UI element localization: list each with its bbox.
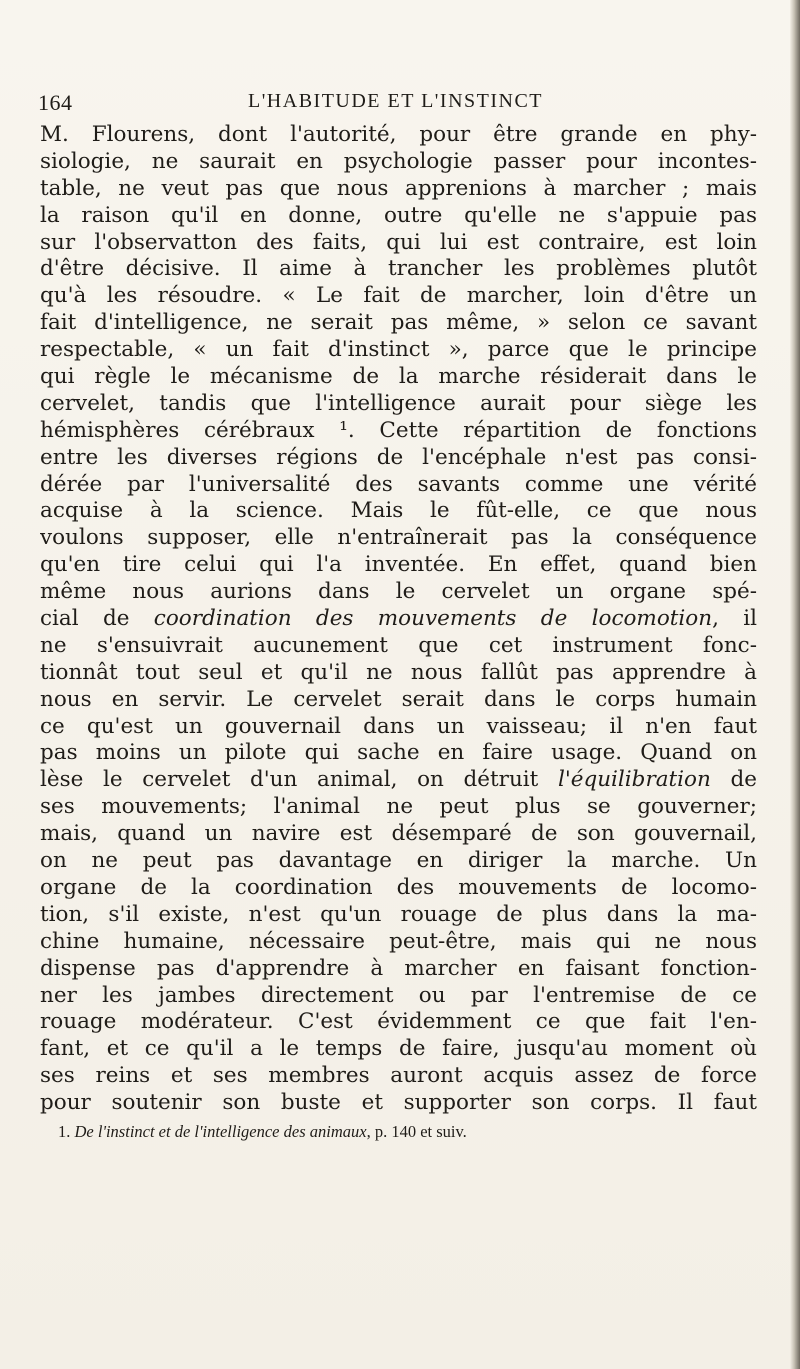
- footnote-rest: , p. 140 et suiv.: [366, 1122, 467, 1141]
- italic-phrase: l'équilibration: [557, 767, 711, 793]
- text-line: ses mouvements; l'animal ne peut plus se gouverner;: [40, 794, 757, 820]
- text-line: acquise à la science. Mais le fût-elle, ce que nous: [40, 498, 757, 524]
- text-line: ses reins et ses membres auront acquis assez de force: [40, 1063, 757, 1089]
- text-line: cial de coordination des mouvements de locomotion, il: [40, 606, 757, 632]
- text-line: qui règle le mécanisme de la marche résiderait dans le: [40, 364, 757, 390]
- text-line: M. Flourens, dont l'autorité, pour être grande en phy-: [40, 122, 757, 147]
- running-title: L'HABITUDE ET L'INSTINCT: [247, 90, 544, 112]
- text-line: rouage modérateur. C'est évidemment ce que fait l'en-: [40, 1009, 757, 1035]
- footnote: [58, 1121, 758, 1143]
- text-line: table, ne veut pas que nous apprenions à marcher ; mais: [40, 175, 757, 201]
- text-line: tionnât tout seul et qu'il ne nous fallût pas apprendre à: [40, 659, 757, 685]
- italic-phrase: coordination des mouvements de locomotion: [153, 606, 713, 632]
- page-edge-shadow: [790, 0, 800, 1369]
- text-line: hémisphères cérébraux ¹. Cette répartition de fonctions: [40, 417, 757, 443]
- text-line: cervelet, tandis que l'intelligence aurait pour siège les: [40, 390, 757, 416]
- text-line: sur l'observatton des faits, qui lui est contraire, est loin: [40, 229, 757, 255]
- text-line: organe de la coordination des mouvements de locomo-: [40, 874, 757, 900]
- text-line: lèse le cervelet d'un animal, on détruit l'équilibration de: [40, 767, 757, 793]
- text-line: même nous aurions dans le cervelet un organe spé-: [40, 579, 757, 605]
- text-line: voulons supposer, elle n'entraînerait pas la conséquence: [40, 525, 757, 551]
- text-line: chine humaine, nécessaire peut-être, mais qui ne nous: [40, 928, 757, 954]
- text-line: fait d'intelligence, ne serait pas même, » selon ce savant: [40, 310, 757, 336]
- page-header: [38, 90, 753, 118]
- text-line: la raison qu'il en donne, outre qu'elle ne s'appuie pas: [40, 202, 757, 228]
- text-line: entre les diverses régions de l'encéphale n'est pas consi-: [40, 444, 757, 470]
- footnote-title: De l'instinct et de l'intelligence des animaux: [74, 1122, 367, 1141]
- text-line: ne s'ensuivrait aucunement que cet instrument fonc-: [40, 632, 757, 658]
- text-line: ce qu'est un gouvernail dans un vaisseau; il n'en faut: [40, 713, 757, 739]
- footnote-marker: 1.: [58, 1122, 71, 1141]
- text-line: ner les jambes directement ou par l'entremise de ce: [40, 982, 757, 1008]
- text-line: dérée par l'universalité des savants comme une vérité: [40, 471, 757, 497]
- text-line: dispense pas d'apprendre à marcher en faisant fonction-: [40, 955, 757, 981]
- text-line: d'être décisive. Il aime à trancher les problèmes plutôt: [40, 256, 757, 282]
- text-line: qu'en tire celui qui l'a inventée. En effet, quand bien: [40, 552, 757, 578]
- text-line: on ne peut pas davantage en diriger la marche. Un: [40, 848, 757, 874]
- text-line: respectable, « un fait d'instinct », parce que le principe: [40, 337, 757, 363]
- page-number: 164: [38, 90, 73, 115]
- text-line: fant, et ce qu'il a le temps de faire, jusqu'au moment où: [40, 1036, 757, 1062]
- text-line: tion, s'il existe, n'est qu'un rouage de plus dans la ma-: [40, 901, 757, 927]
- text-line: pas moins un pilote qui sache en faire usage. Quand on: [40, 740, 757, 766]
- text-line: qu'à les résoudre. « Le fait de marcher, loin d'être un: [40, 283, 757, 309]
- text-line: pour soutenir son buste et supporter son corps. Il faut: [40, 1090, 757, 1116]
- text-line: nous en servir. Le cervelet serait dans le corps humain: [40, 686, 757, 712]
- body-text: [40, 122, 757, 1117]
- text-line: mais, quand un navire est désemparé de son gouvernail,: [40, 821, 757, 847]
- text-line: siologie, ne saurait en psychologie passer pour incontes-: [40, 148, 757, 174]
